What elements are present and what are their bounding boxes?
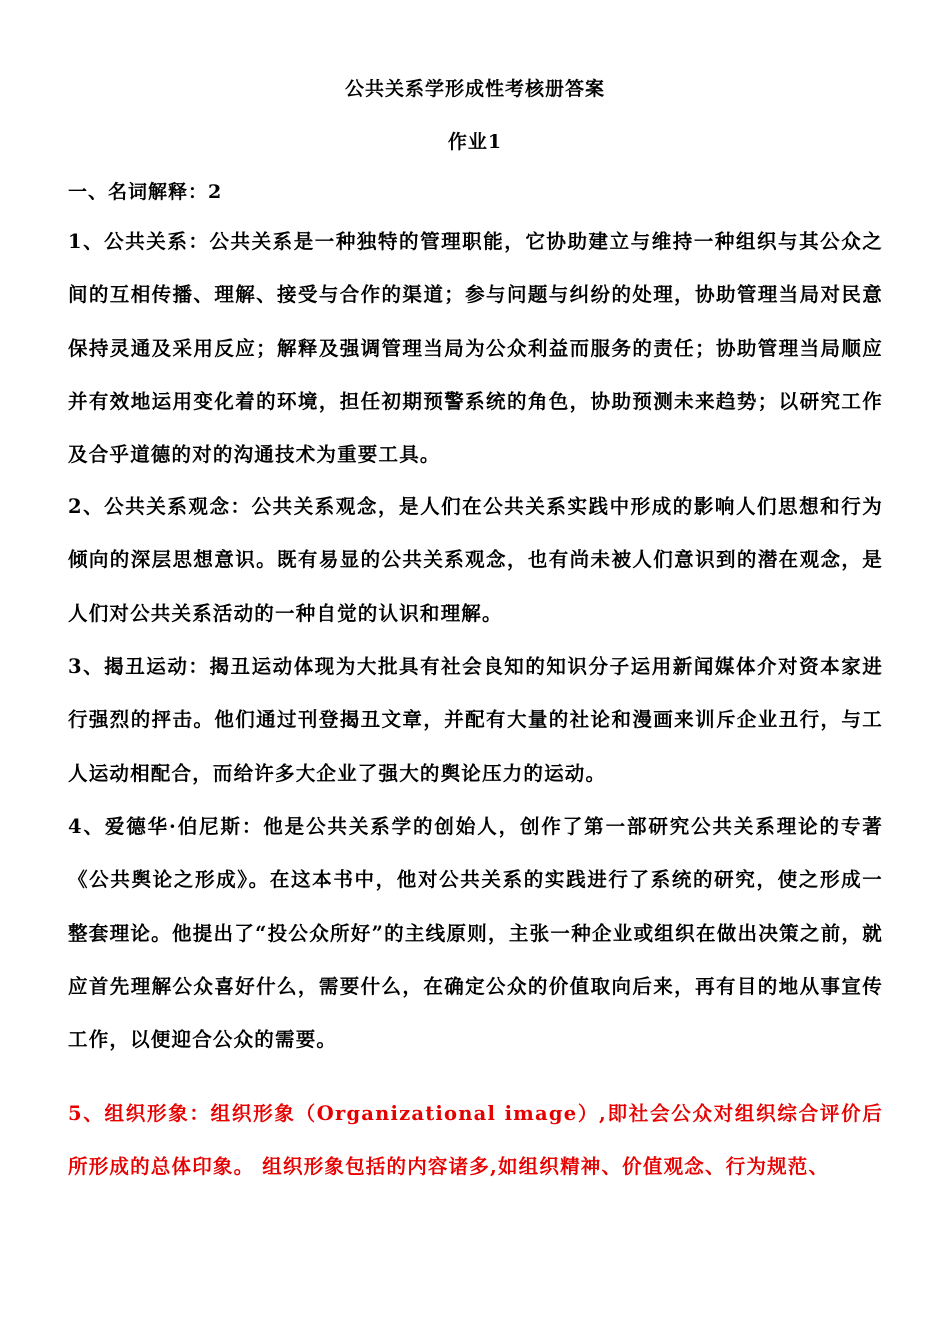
term-edward-bernays: 4、爱德华·伯尼斯：他是公共关系学的创始人，创作了第一部研究公共关系理论的专著《公共舆论之形成》。在这本书中，他对公共关系的实践进行了系统的研究，使之形成一整套理论。他提出了“投公众所好”的主线原则，主张一种企业或组织在做出决策之前，就应首先理解公众喜好什么，需要什么，在确定公众的价值取向后来，再有目的地从事宣传工作，以便迎合公众的需要。 xyxy=(68,815,883,1052)
term-organizational-image: 5、组织形象：组织形象（Organizational image）,即社会公众对组织综合评价后所形成的总体印象。 组织形象包括的内容诸多,如组织精神、价值观念、行为规范、 xyxy=(68,1102,883,1178)
term-muckraking-movement: 3、揭丑运动：揭丑运动体现为大批具有社会良知的知识分子运用新闻媒体介对资本家进行强烈的抨击。他们通过刊登揭丑文章，并配有大量的社论和漫画来训斥企业丑行，与工人运动相配合，而给许多大企业了强大的舆论压力的运动。 xyxy=(68,655,883,785)
term-pr-concept: 2、公共关系观念：公共关系观念，是人们在公共关系实践中形成的影响人们思想和行为倾向的深层思想意识。既有易显的公共关系观念，也有尚未被人们意识到的潜在观念，是人们对公共关系活动的一种自觉的认识和理解。 xyxy=(68,495,883,625)
assignment-subtitle: 作业1 xyxy=(447,131,503,153)
document-title: 公共关系学形成性考核册答案 xyxy=(344,78,605,100)
section-heading: 一、名词解释：2 xyxy=(68,181,223,203)
term-public-relations: 1、公共关系：公共关系是一种独特的管理职能，它协助建立与维持一种组织与其公众之间的互相传播、理解、接受与合作的渠道；参与问题与纠纷的处理，协助管理当局对民意保持灵通及采用反应；解释及强调管理当局为公众利益而服务的责任；协助管理当局顺应并有效地运用变化着的环境，担任初期预警系统的角色，协助预测未来趋势；以研究工作及合乎道德的对的沟通技术为重要工具。 xyxy=(68,230,883,467)
